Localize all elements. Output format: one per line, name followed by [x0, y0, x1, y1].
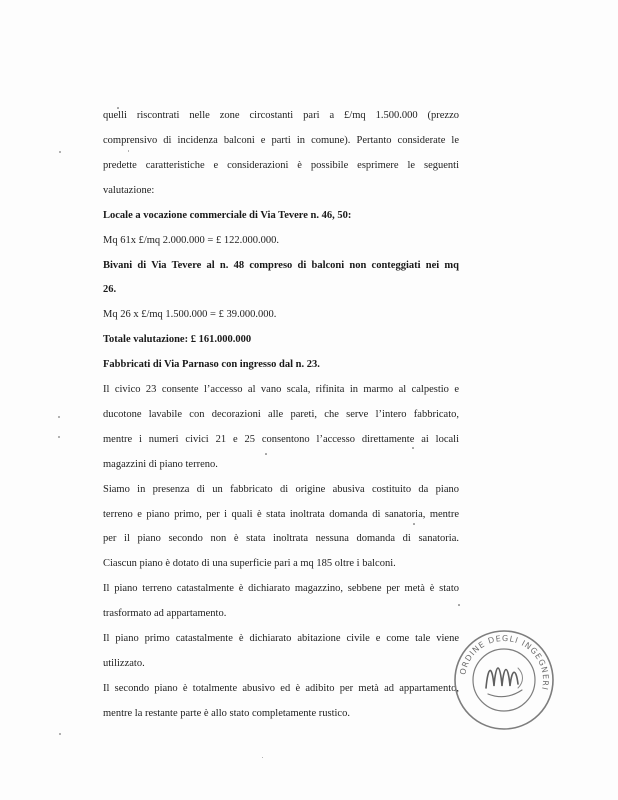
stamp-outer-ring: [455, 631, 553, 729]
section-heading: Bivani di Via Tevere al n. 48 compreso di balconi non conteggiati nei mq: [103, 260, 459, 271]
stamp-signature: [486, 668, 523, 697]
text-line: trasformato ad appartamento.: [103, 608, 227, 619]
text-line: predette caratteristiche e considerazioni è possibile esprimere le seguenti: [103, 160, 459, 171]
section-heading: Locale a vocazione commerciale di Via Tevere n. 46, 50:: [103, 210, 352, 221]
scan-speck: [58, 436, 60, 438]
scan-speck: [265, 453, 267, 455]
total-valuation: Totale valutazione: £ 161.000.000: [103, 334, 252, 345]
scan-speck: [412, 447, 414, 449]
text-line: per il piano secondo non è stata inoltrata nessuna domanda di sanatoria.: [103, 533, 459, 544]
text-line: mentre la restante parte è allo stato completamente rustico.: [103, 708, 350, 719]
text-line: ducotone lavabile con decorazioni alle pareti, che serve l’intero fabbricato,: [103, 409, 459, 420]
text-line: Il piano terreno catastalmente è dichiarato magazzino, sebbene per metà è stato: [103, 583, 459, 594]
text-line: comprensivo di incidenza balconi e parti in comune). Pertanto considerate le: [103, 135, 459, 146]
text-line: quelli riscontrati nelle zone circostanti pari a £/mq 1.500.000 (prezzo: [103, 110, 459, 121]
text-line: Mq 61x £/mq 2.000.000 = £ 122.000.000.: [103, 235, 279, 246]
text-line: Il civico 23 consente l’accesso al vano scala, rifinita in marmo al calpestio e: [103, 384, 459, 395]
scan-speck: [128, 150, 129, 152]
text-line: valutazione:: [103, 185, 155, 196]
text-line: terreno e piano primo, per i quali è stata inoltrata domanda di sanatoria, mentre: [103, 509, 459, 520]
scan-speck: [59, 733, 61, 735]
section-heading: 26.: [103, 284, 117, 295]
text-line: Il piano primo catastalmente è dichiarato abitazione civile e come tale viene: [103, 633, 459, 644]
stamp-outer-text: ORDINE DEGLI INGEGNERI: [458, 633, 551, 692]
stamp-inner-ring: [473, 649, 535, 711]
scan-speck: [58, 416, 60, 418]
text-line: magazzini di piano terreno.: [103, 459, 218, 470]
text-line: Mq 26 x £/mq 1.500.000 = £ 39.000.000.: [103, 309, 277, 320]
scan-speck: [413, 523, 415, 525]
engineers-order-stamp: [452, 628, 556, 732]
scan-speck: [117, 107, 119, 109]
section-heading: Fabbricati di Via Parnaso con ingresso dal n. 23.: [103, 359, 320, 370]
text-line: Siamo in presenza di un fabbricato di origine abusiva costituito da piano: [103, 484, 459, 495]
text-line: Il secondo piano è totalmente abusivo ed è adibito per metà ad appartamento,: [103, 683, 459, 694]
scan-speck: [59, 151, 61, 153]
text-line: Ciascun piano è dotato di una superficie pari a mq 185 oltre i balconi.: [103, 558, 396, 569]
text-line: utilizzato.: [103, 658, 145, 669]
text-line: mentre i numeri civici 21 e 25 consentono l’accesso direttamente ai locali: [103, 434, 459, 445]
scan-speck: [262, 757, 263, 758]
scan-speck: [458, 604, 460, 606]
